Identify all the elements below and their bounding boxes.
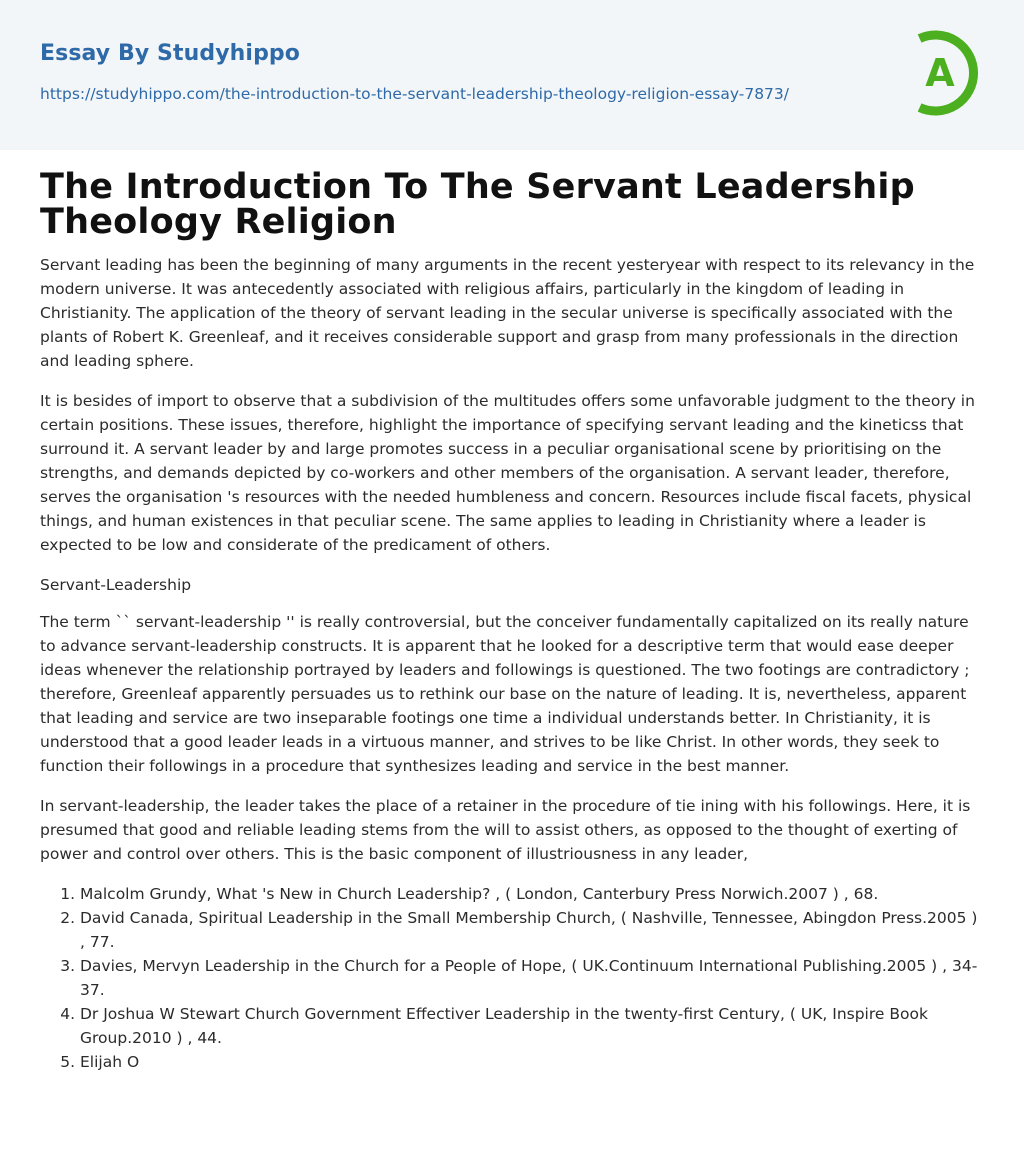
reference-item: 5. Elijah O <box>80 1050 984 1074</box>
reference-item: 4. Dr Joshua W Stewart Church Government Effectiver Leadership in the twenty-first Century, ( UK, Inspire Book Group.2010 ) , 44. <box>80 1002 984 1050</box>
studyhippo-logo-icon[interactable] <box>898 28 988 118</box>
article-title: The Introduction To The Servant Leadership Theology Religion <box>40 167 915 242</box>
paragraph: It is besides of import to observe that a subdivision of the multitudes offers some unfavorable judgment to the theory in certain positions. These issues, therefore, highlight the importance of specifying servant leading and the kineticss that surround it. A servant leader by and large promotes success in a peculiar organisational scene by prioritising on the strengths, and demands depicted by co-workers and other members of the organisation. A servant leader, therefore, serves the organisation 's resources with the needed humbleness and concern. Resources include fiscal facets, physical things, and human existences in that peculiar scene. The same applies to leading in Christianity where a leader is expected to be low and considerate of the predicament of others. <box>40 392 975 554</box>
site-brand[interactable]: Essay By Studyhippo <box>40 41 300 66</box>
logo-letter: A <box>925 51 955 95</box>
reference-item: 3. Davies, Mervyn Leadership in the Church for a People of Hope, ( UK.Continuum International Publishing.2005 ) , 34-37. <box>80 954 984 1002</box>
reference-item: 1. Malcolm Grundy, What 's New in Church Leadership? , ( London, Canterbury Press Norwich.2007 ) , 68. <box>80 882 984 906</box>
paragraph: In servant-leadership, the leader takes the place of a retainer in the procedure of tie ining with his followings. Here, it is presumed that good and reliable leading stems from the will to assist others, as opposed to the thought of exerting of power and control over others. This is the basic component of illustriousness in any leader, <box>40 797 971 863</box>
section-heading: Servant-Leadership <box>40 576 192 594</box>
paragraph: The term `` servant-leadership '' is really controversial, but the conceiver fundamentally capitalized on its really nature to advance servant-leadership constructs. It is apparent that he looked for a descriptive term that would ease deeper ideas whenever the relationship portrayed by leaders and followings is questioned. The two footings are contradictory ; therefore, Greenleaf apparently persuades us to rethink our base on the nature of leading. It is, nevertheless, apparent that leading and service are two inseparable footings one time a individual understands better. In Christianity, it is understood that a good leader leads in a virtuous manner, and strives to be like Christ. In other words, they seek to function their followings in a procedure that synthesizes leading and service in the best manner. <box>40 613 970 775</box>
reference-item: 2. David Canada, Spiritual Leadership in the Small Membership Church, ( Nashville, Tennessee, Abingdon Press.2005 ) , 77. <box>80 906 984 954</box>
source-url-link[interactable]: https://studyhippo.com/the-introduction-to-the-servant-leadership-theology-religion-essay-7873/ <box>40 85 790 103</box>
article <box>40 167 984 1074</box>
paragraph: Servant leading has been the beginning of many arguments in the recent yesteryear with respect to its relevancy in the modern universe. It was antecedently associated with religious affairs, particularly in the kingdom of leading in Christianity. The application of the theory of servant leading in the secular universe is specifically associated with the plants of Robert K. Greenleaf, and it receives considerable support and grasp from many professionals in the direction and leading sphere. <box>40 256 975 370</box>
site-header <box>0 0 1024 150</box>
reference-list <box>40 882 984 1074</box>
